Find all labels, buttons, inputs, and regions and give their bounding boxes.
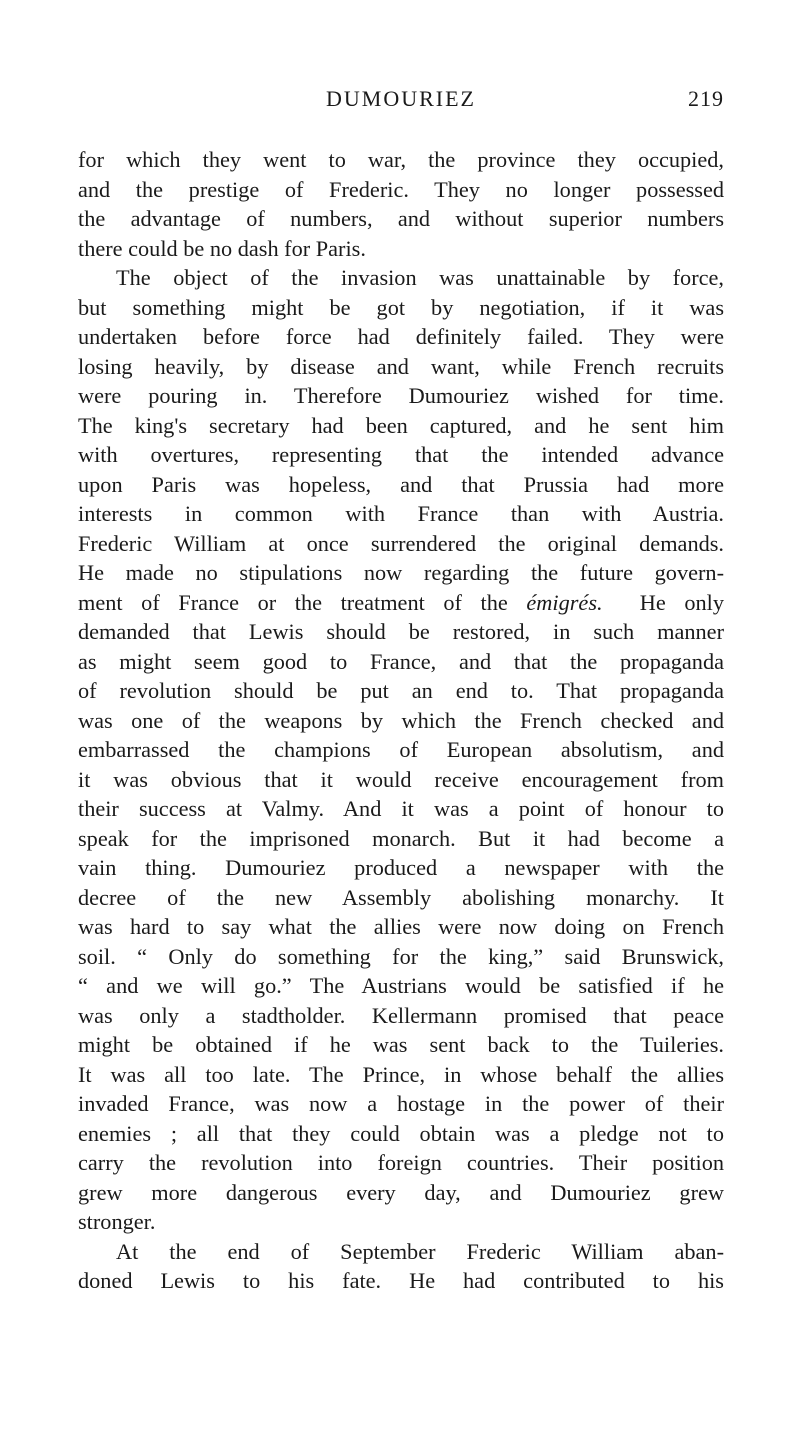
text-line: carry the revolution into foreign countries. Their position (78, 1150, 724, 1175)
body-text (78, 145, 724, 1296)
paragraph (78, 145, 724, 263)
text-line: The king's secretary had been captured, and he sent him (78, 412, 724, 438)
text-line: At the end of September Frederic William aban- (116, 1238, 724, 1264)
text-line: was hard to say what the allies were now doing on French (78, 914, 724, 939)
paragraph (78, 1237, 724, 1296)
text-line: might be obtained if he was sent back to the Tuileries. (78, 1032, 724, 1057)
text-line: their success at Valmy. And it was a point of honour to (78, 796, 724, 821)
paragraph (78, 263, 724, 1237)
text-line: undertaken before force had definitely failed. They were (78, 324, 724, 349)
running-title: DUMOURIEZ (326, 86, 476, 111)
text-line: speak for the imprisoned monarch. But it had become a (78, 825, 724, 851)
text-line: soil. “ Only do something for the king,” said Brunswick, (78, 943, 724, 969)
text-line: enemies ; all that they could obtain was a pledge not to (78, 1120, 724, 1146)
text-run: He only (639, 589, 725, 615)
text-line: invaded France, was now a hostage in the power of their (78, 1091, 724, 1116)
text-line: “ and we will go.” The Austrians would be satisfied if he (78, 973, 724, 998)
text-line: it was obvious that it would receive encouragement from (78, 766, 724, 792)
text-line: grew more dangerous every day, and Dumouriez grew (78, 1179, 724, 1205)
text-line: Frederic William at once surrendered the original demands. (78, 530, 724, 556)
text-line: there could be no dash for Paris. (78, 235, 366, 261)
text-line: but something might be got by negotiation, if it was (78, 294, 724, 320)
text-line: It was all too late. The Prince, in whose behalf the allies (78, 1061, 724, 1087)
text-line: were pouring in. Therefore Dumouriez wished for time. (78, 383, 724, 408)
text-line: decree of the new Assembly abolishing monarchy. It (78, 884, 724, 910)
text-line: vain thing. Dumouriez produced a newspaper with the (78, 855, 724, 880)
text-line: demanded that Lewis should be restored, in such manner (78, 619, 724, 644)
page-header (78, 86, 724, 120)
text-line: as might seem good to France, and that the propaganda (78, 648, 724, 674)
text-line: losing heavily, by disease and want, while French recruits (78, 353, 724, 379)
text-line: He made no stipulations now regarding the future govern- (78, 560, 724, 585)
text-line: and the prestige of Frederic. They no longer possessed (78, 176, 724, 202)
page-number: 219 (688, 86, 724, 111)
text-line-mixed (78, 588, 724, 618)
text-line: stronger. (78, 1209, 156, 1234)
text-line: doned Lewis to his fate. He had contributed to his (78, 1268, 724, 1293)
text-line: upon Paris was hopeless, and that Prussia had more (78, 471, 724, 497)
text-line: interests in common with France than with Austria. (78, 501, 724, 526)
text-line: was only a stadtholder. Kellermann promised that peace (78, 1002, 724, 1028)
text-line: of revolution should be put an end to. That propaganda (78, 678, 724, 703)
text-line: The object of the invasion was unattainable by force, (116, 265, 724, 290)
text-run: ment of France or the treatment of the (78, 589, 508, 615)
text-line: was one of the weapons by which the French checked and (78, 707, 724, 733)
text-line: for which they went to war, the province they occupied, (78, 147, 724, 172)
text-line: with overtures, representing that the intended advance (78, 442, 724, 467)
text-line: the advantage of numbers, and without superior numbers (78, 206, 724, 231)
text-line: embarrassed the champions of European absolutism, and (78, 737, 724, 762)
italic-word: émigrés. (526, 589, 603, 615)
